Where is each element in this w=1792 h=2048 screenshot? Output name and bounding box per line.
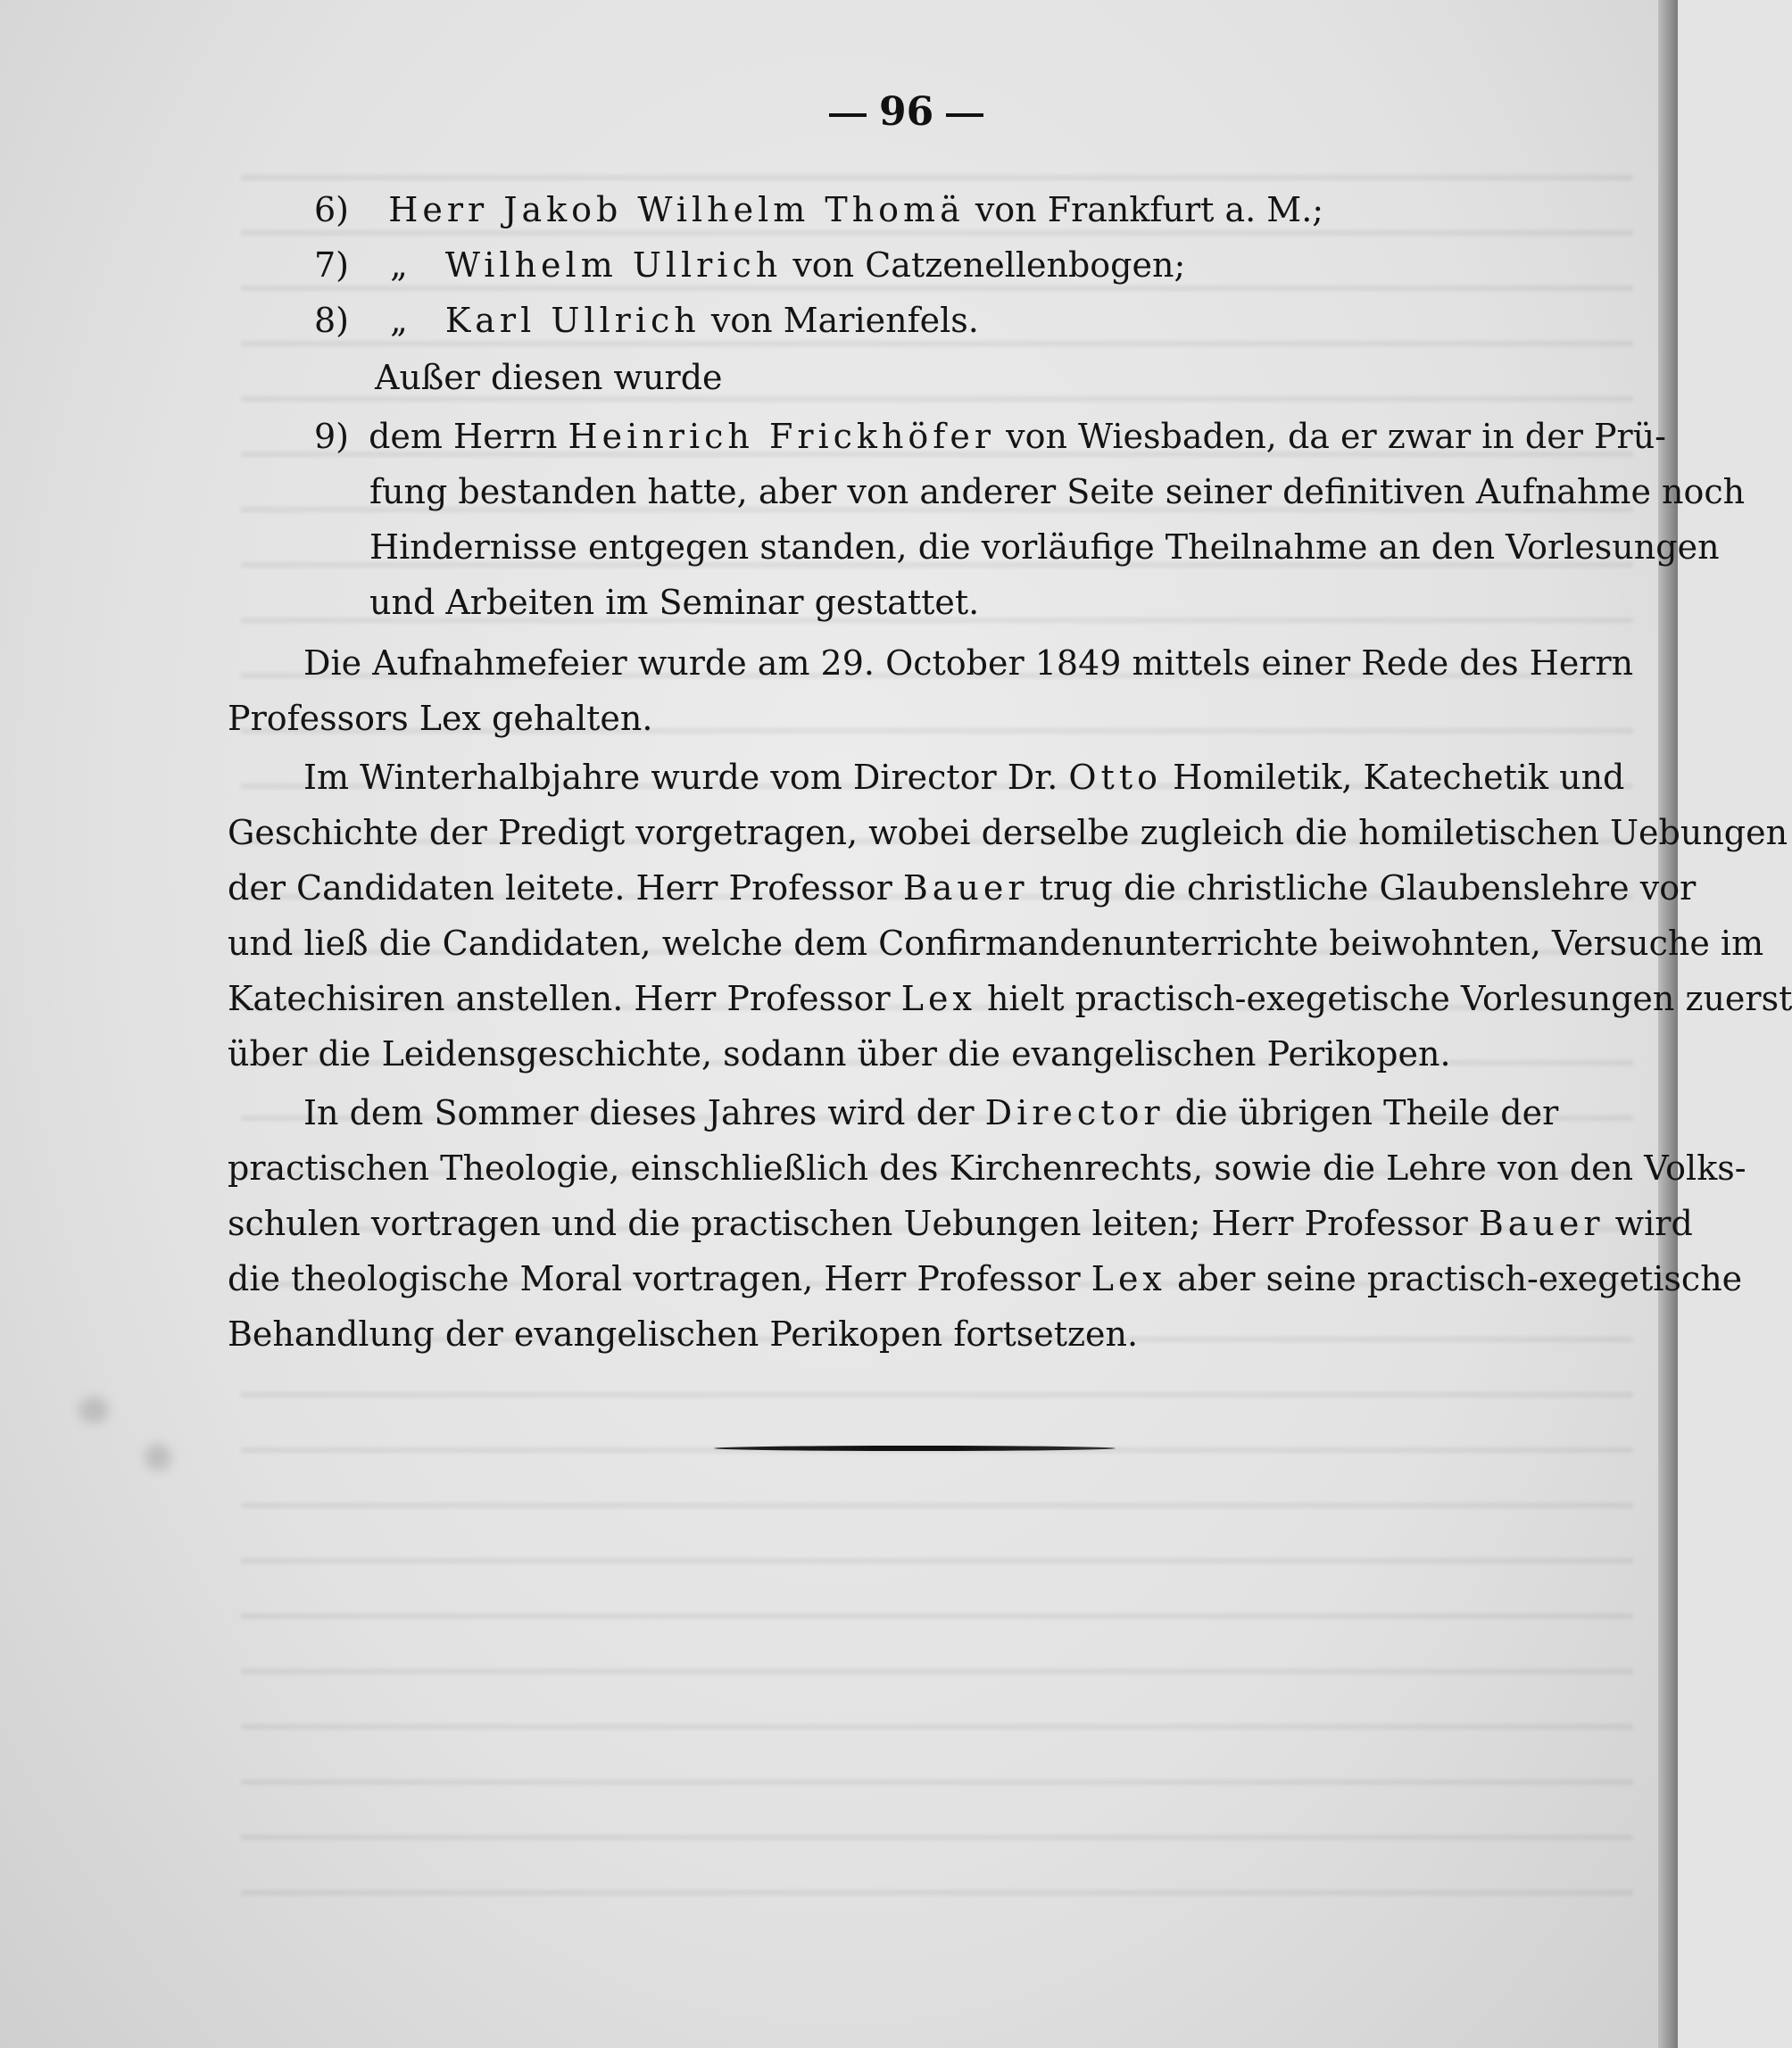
item9-line2: fung bestanden hatte, aber von anderer Seite seiner definitiven Aufnahme noch	[369, 472, 1746, 511]
person-name: Otto	[1068, 758, 1162, 797]
person-name: Lex	[900, 979, 976, 1018]
person-name: Lex	[1091, 1259, 1166, 1298]
ink-smudge	[79, 1397, 109, 1423]
person-name: Herr Jakob Wilhelm Thomä	[388, 190, 965, 229]
person-name: Bauer	[1478, 1204, 1605, 1243]
person-name: Wilhelm Ullrich	[444, 245, 783, 285]
para1-line2: Professors Lex gehalten.	[228, 699, 653, 738]
dash-right	[946, 113, 983, 117]
item9-line3: Hindernisse entgegen standen, die vorläufige Theilnahme an den Vorlesungen	[369, 527, 1720, 567]
para2-line5: Katechisiren anstellen. Herr Professor Lex hielt practisch-exegetische Vorlesungen zuerst	[228, 979, 1792, 1018]
para3-line1: In dem Sommer dieses Jahres wird der Director die übrigen Theile der	[303, 1093, 1559, 1132]
list-item-7: 7) „ Wilhelm Ullrich von Catzenellenbogen;	[314, 245, 1186, 285]
closing-rule	[714, 1446, 1116, 1451]
person-name: Heinrich Frickhöfer	[568, 417, 996, 456]
page-number	[817, 89, 996, 135]
dash-left	[829, 113, 867, 117]
para3-line4: die theologische Moral vortragen, Herr Professor Lex aber seine practisch-exegetische	[228, 1259, 1743, 1298]
ausser-line: Außer diesen wurde	[375, 358, 723, 397]
list-item-6: 6) Herr Jakob Wilhelm Thomä von Frankfurt a. M.;	[314, 190, 1324, 229]
list-item-8: 8) „ Karl Ullrich von Marienfels.	[314, 301, 979, 340]
person-name: Karl Ullrich	[444, 301, 701, 340]
item9-line4: und Arbeiten im Seminar gestattet.	[369, 583, 980, 622]
para2-line1: Im Winterhalbjahre wurde vom Director Dr. Otto Homiletik, Katechetik und	[303, 758, 1625, 797]
para1-line1: Die Aufnahmefeier wurde am 29. October 1849 mittels einer Rede des Herrn	[303, 643, 1634, 683]
para3-line3: schulen vortragen und die practischen Uebungen leiten; Herr Professor Bauer wird	[228, 1204, 1693, 1243]
para2-line3: der Candidaten leitete. Herr Professor Bauer trug die christliche Glaubenslehre vor	[228, 868, 1697, 908]
para2-line2: Geschichte der Predigt vorgetragen, wobei derselbe zugleich die homiletischen Uebungen	[228, 813, 1788, 852]
person-name: Bauer	[902, 868, 1029, 908]
person-name: Director	[984, 1093, 1165, 1132]
ink-smudge	[145, 1444, 171, 1471]
para3-line2: practischen Theologie, einschließlich des Kirchenrechts, sowie die Lehre von den Volks-	[228, 1148, 1746, 1188]
list-item-9: 9) dem Herrn Heinrich Frickhöfer von Wiesbaden, da er zwar in der Prü-	[314, 417, 1667, 456]
page-number-value: 96	[879, 89, 934, 135]
para3-line5: Behandlung der evangelischen Perikopen fortsetzen.	[228, 1314, 1139, 1354]
para2-line4: und ließ die Candidaten, welche dem Confirmandenunterrichte beiwohnten, Versuche im	[228, 924, 1764, 963]
para2-line6: über die Leidensgeschichte, sodann über die evangelischen Perikopen.	[228, 1034, 1451, 1074]
